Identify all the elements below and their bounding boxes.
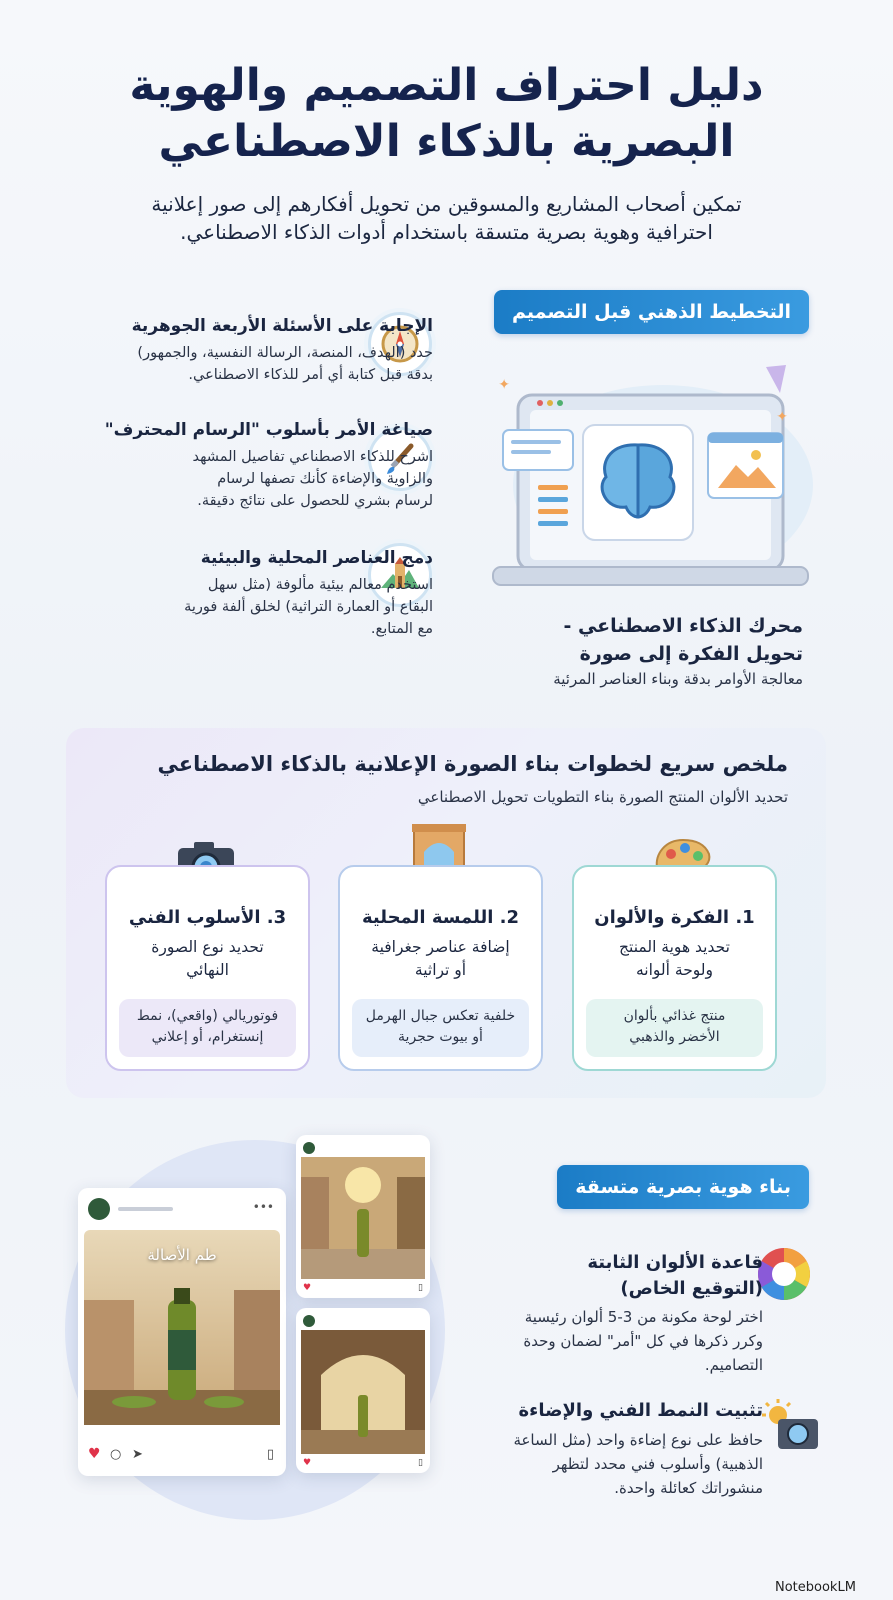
post-caption: طم الأصالة	[147, 1246, 217, 1264]
ai-engine-description: معالجة الأوامر بدقة وبناء العناصر المرئية	[553, 670, 803, 688]
card-example-line: فوتوريالي (واقعي)، نمط	[136, 1008, 279, 1024]
bookmark-icon[interactable]: ▯	[418, 1283, 423, 1293]
item-line: بدقة قبل كتابة أي أمر للذكاء الاصطناعي.	[188, 367, 433, 383]
svg-text:✦: ✦	[498, 377, 510, 393]
avatar	[303, 1142, 315, 1154]
item-line: مع المتابع.	[370, 621, 433, 637]
item-line: حدد (الهدف، المنصة، الرسالة النفسية، والجمهور)	[137, 345, 433, 361]
card-desc: تحديد هوية المنتج	[619, 938, 730, 956]
username-placeholder	[118, 1207, 173, 1211]
identity-line: وكرر ذكرها في كل "أمر" لضمان وحدة	[523, 1332, 763, 1350]
share-icon[interactable]: ➤	[132, 1447, 143, 1462]
title-line-2: البصرية بالذكاء الاصطناعي	[158, 116, 735, 167]
comment-icon[interactable]: ○	[110, 1447, 122, 1462]
engine-title-line: تحويل الفكرة إلى صورة	[579, 643, 803, 665]
identity-item-colors-desc	[473, 1305, 763, 1377]
card-example	[586, 999, 763, 1057]
identity-line: منشوراتك كعائلة واحدة.	[614, 1479, 763, 1497]
card-example	[352, 999, 529, 1057]
like-icon[interactable]: ♥	[303, 1283, 312, 1293]
card-example	[119, 999, 296, 1057]
engine-title-line: محرك الذكاء الاصطناعي -	[563, 615, 803, 637]
card-example-line: منتج غذائي بألوان	[623, 1008, 726, 1024]
card-example-line: أو بيوت حجرية	[398, 1029, 483, 1045]
item-line: اشرح للذكاء الاصطناعي تفاصيل المشهد	[192, 449, 433, 465]
item-title: صياغة الأمر بأسلوب "الرسام المحترف"	[104, 420, 433, 440]
item-title: دمج العناصر المحلية والبيئية	[200, 548, 433, 568]
step-card-idea	[572, 865, 777, 1071]
section-planning-header: التخطيط الذهني قبل التصميم	[494, 290, 809, 334]
card-example-line: خلفية تعكس جبال الهرمل	[365, 1008, 516, 1024]
post-image	[301, 1330, 425, 1454]
title-line-1: دليل احتراف التصميم والهوية	[129, 60, 764, 111]
identity-title-line: تثبيت النمط الفني والإضاءة	[518, 1400, 763, 1421]
subtitle-line-1: تمكين أصحاب المشاريع والمسوقين من تحويل أفكارهم إلى صور إعلانية	[151, 192, 742, 216]
item-title: الإجابة على الأسئلة الأربعة الجوهرية	[131, 316, 433, 336]
social-post-main	[78, 1188, 286, 1476]
identity-title-line: قاعدة الألوان الثابتة	[587, 1252, 763, 1273]
more-icon[interactable]: •••	[252, 1200, 274, 1214]
item-line: البقاع أو العمارة التراثية) لخلق ألفة فورية	[184, 599, 433, 615]
bookmark-icon[interactable]: ▯	[266, 1447, 274, 1462]
like-icon[interactable]: ♥	[303, 1458, 312, 1468]
page-title	[60, 58, 833, 170]
planning-item-local	[93, 548, 433, 640]
ai-engine-illustration	[488, 355, 823, 600]
card-desc: أو تراثية	[414, 961, 467, 979]
summary-title: ملخص سريع لخطوات بناء الصورة الإعلانية بالذكاء الاصطناعي	[157, 752, 788, 776]
bookmark-icon[interactable]: ▯	[418, 1458, 423, 1468]
avatar	[88, 1198, 110, 1220]
card-example-line: الأخضر والذهبي	[629, 1029, 720, 1045]
step-card-local	[338, 865, 543, 1071]
sun-camera-icon	[760, 1397, 820, 1453]
ai-engine-title	[483, 612, 803, 668]
item-line: لرسام بشري للحصول على نتائج دقيقة.	[197, 493, 433, 509]
card-desc: النهائي	[186, 961, 229, 979]
summary-subtitle: تحديد الألوان المنتج الصورة بناء التطويات تحويل الاصطناعي	[417, 788, 788, 806]
card-desc: إضافة عناصر جغرافية	[371, 938, 510, 956]
identity-item-style-title	[463, 1398, 763, 1424]
color-wheel-icon	[755, 1245, 813, 1303]
item-line: استخدم معالم بيئية مألوفة (مثل سهل	[207, 577, 433, 593]
card-example-line: إنستغرام، أو إعلاني	[151, 1029, 264, 1045]
identity-item-colors-title	[463, 1250, 763, 1302]
card-desc: ولوحة ألوانه	[635, 961, 713, 979]
social-post-top	[296, 1135, 430, 1298]
item-line: والزاوية والإضاءة كأنك تصفها لرسام	[217, 471, 433, 487]
social-post-bottom	[296, 1308, 430, 1473]
like-icon[interactable]: ♥	[88, 1446, 101, 1462]
post-image	[301, 1157, 425, 1279]
identity-line: الذهبية) وأسلوب فني محدد لتظهر	[552, 1455, 763, 1473]
identity-item-style-desc	[473, 1428, 763, 1500]
avatar	[303, 1315, 315, 1327]
card-desc: تحديد نوع الصورة	[151, 938, 264, 956]
planning-item-questions	[93, 316, 433, 386]
identity-line: اختر لوحة مكونة من 3-5 ألوان رئيسية	[524, 1308, 763, 1326]
notebooklm-brand: NotebookLM	[775, 1580, 856, 1595]
card-title: 3. الأسلوب الفني	[128, 907, 287, 928]
page-subtitle	[70, 190, 823, 246]
identity-line: حافظ على نوع إضاءة واحد (مثل الساعة	[513, 1431, 763, 1449]
card-title: 1. الفكرة والألوان	[594, 907, 755, 928]
card-title: 2. اللمسة المحلية	[361, 907, 520, 928]
svg-text:✦: ✦	[776, 409, 788, 425]
identity-line: التصاميم.	[704, 1356, 763, 1374]
identity-title-line: (التوقيع الخاص)	[620, 1278, 763, 1299]
step-card-style	[105, 865, 310, 1071]
subtitle-line-2: احترافية وهوية بصرية متسقة باستخدام أدوات الذكاء الاصطناعي.	[180, 220, 713, 244]
section-identity-header: بناء هوية بصرية متسقة	[557, 1165, 809, 1209]
planning-item-prompt	[93, 420, 433, 512]
